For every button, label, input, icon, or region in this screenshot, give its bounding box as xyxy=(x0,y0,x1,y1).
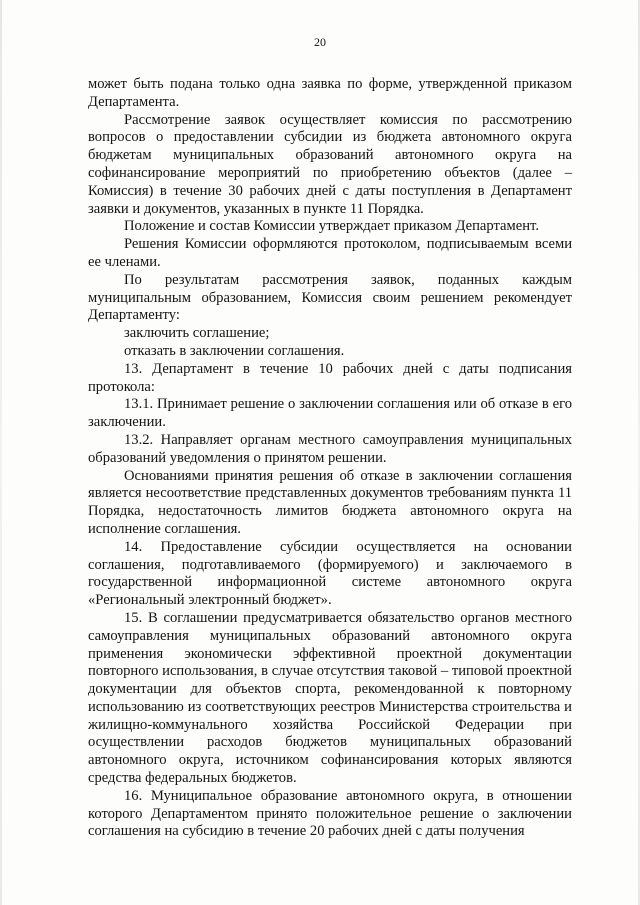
paragraph-refusal-grounds: Основаниями принятия решения об отказе в заключении соглашения является несоответствие представленных документов требованиям пункта 11 Порядка, недостаточность лимитов бюджета автономного округа на исполнение соглашения. xyxy=(88,467,572,537)
scan-edge-left xyxy=(0,0,2,905)
paragraph-clause-13-1: 13.1. Принимает решение о заключении соглашения или об отказе в его заключении. xyxy=(88,396,572,431)
paragraph-commission-decisions: Решения Комиссии оформляются протоколом, подписываемым всеми ее членами. xyxy=(88,236,572,270)
paragraph-clause-16: 16. Муниципальное образование автономного округа, в отношении которого Департаментом принято положительное решение о заключении соглашения на субсидию в течение 20 рабочих дней с даты получения xyxy=(88,787,572,840)
document-body xyxy=(88,76,572,841)
page-number: 20 xyxy=(314,35,326,49)
paragraph-recommendation: По результатам рассмотрения заявок, поданных каждым муниципальным образованием, Комиссия своим решением рекомендует Департаменту: xyxy=(88,271,572,324)
paragraph-clause-13-2: 13.2. Направляет органам местного самоуправления муниципальных образований уведомления о принятом решении. xyxy=(88,431,572,466)
paragraph-clause-15: 15. В соглашении предусматривается обязательство органов местного самоуправления муниципальных образований автономного округа применения экономически эффективной проектной документации повторного использования, в случае отсутствия таковой – типовой проектной документации для объектов спорта, рекомендованной к повторному использованию из соответствующих реестров Министерства строительства и жилищно-коммунального хозяйства Российской Федерации при осуществлении расходов бюджетов муниципальных образований автономного округа, источником софинансирования которых являются средства федеральных бюджетов. xyxy=(88,609,572,787)
paragraph-clause-14: 14. Предоставление субсидии осуществляется на основании соглашения, подготавливаемого (формируемого) и заключаемого в государственной информационной системе автономного округа «Региональный электронный бюджет». xyxy=(88,538,572,609)
list-item-conclude-agreement: заключить соглашение; xyxy=(124,325,270,342)
list-item-refuse-agreement: отказать в заключении соглашения. xyxy=(124,342,345,359)
paragraph-commission-regulation: Положение и состав Комиссии утверждает приказом Департамент. xyxy=(124,218,539,235)
paragraph-continuation: может быть подана только одна заявка по форме, утвержденной приказом Департамента. xyxy=(88,76,572,110)
paragraph-clause-13: 13. Департамент в течение 10 рабочих дней с даты подписания протокола: xyxy=(88,360,572,395)
paragraph-commission-review: Рассмотрение заявок осуществляет комиссия по рассмотрению вопросов о предоставлении субсидии из бюджета автономного округа бюджетам муниципальных образований автономного округа на софинансирование мероприятий по приобретению объектов (далее – Комиссия) в течение 30 рабочих дней с даты поступления в Департамент заявки и документов, указанных в пункте 11 Порядка. xyxy=(88,111,572,217)
